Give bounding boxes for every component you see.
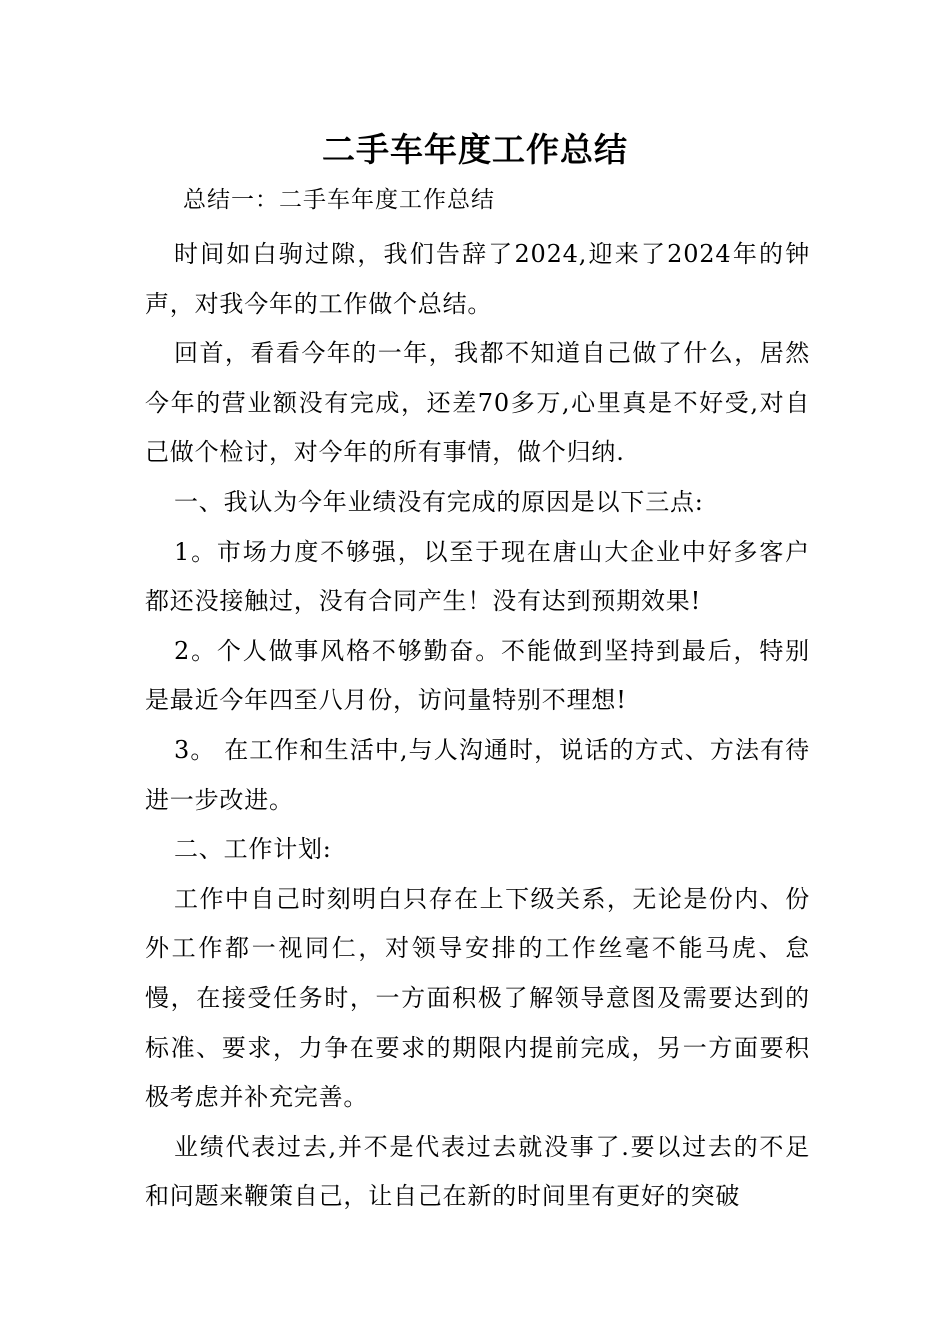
document-body <box>145 230 810 1222</box>
list-item-reason-2: 2。个人做事风格不够勤奋。不能做到坚持到最后，特别是最近今年四至八月份，访问量特别不理想! <box>145 636 810 715</box>
paragraph-closing: 业绩代表过去,并不是代表过去就没事了.要以过去的不足和问题来鞭策自己，让自己在新的时间里有更好的突破 <box>145 1132 810 1211</box>
section-heading-plan: 二、工作计划: <box>174 835 332 864</box>
list-item-reason-3: 3。 在工作和生活中,与人沟通时，说话的方式、方法有待进一步改进。 <box>145 735 810 814</box>
paragraph-review: 回首，看看今年的一年，我都不知道自己做了什么，居然今年的营业额没有完成，还差70多万,心里真是不好受,对自己做个检讨，对今年的所有事情，做个归纳. <box>145 339 810 467</box>
document-title: 二手车年度工作总结 <box>322 130 628 169</box>
document-subtitle: 总结一：二手车年度工作总结 <box>183 187 495 213</box>
paragraph-intro: 时间如白驹过隙，我们告辞了2024,迎来了2024年的钟声，对我今年的工作做个总结。 <box>145 240 810 318</box>
list-item-reason-1: 1。市场力度不够强，以至于现在唐山大企业中好多客户都还没接触过，没有合同产生！没有达到预期效果! <box>145 537 810 616</box>
section-heading-reasons: 一、我认为今年业绩没有完成的原因是以下三点: <box>174 487 704 516</box>
paragraph-plan: 工作中自己时刻明白只存在上下级关系，无论是份内、份外工作都一视同仁，对领导安排的工作丝毫不能马虎、怠慢，在接受任务时，一方面积极了解领导意图及需要达到的标准、要求，力争在要求的期限内提前完成，另一方面要积极考虑并补充完善。 <box>145 884 810 1112</box>
